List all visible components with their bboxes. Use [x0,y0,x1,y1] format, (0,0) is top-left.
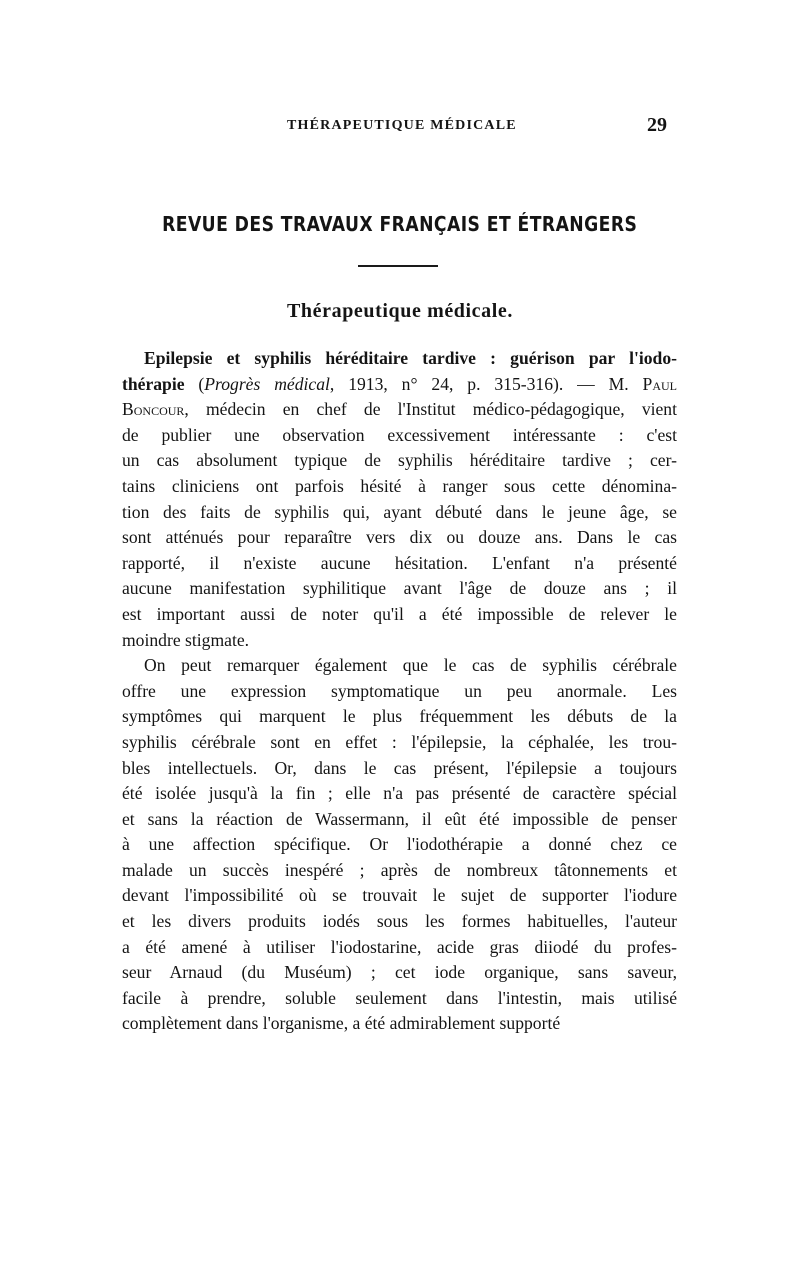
article-title: Epilepsie et syphilis héréditaire tardive : guérison par l'iodo- [144,348,677,368]
section-title: REVUE DES TRAVAUX FRANÇAIS ET ÉTRANGERS [162,212,638,236]
text-line: seur Arnaud (du Muséum) ; cet iode organique, sans saveur, [122,962,677,983]
text-line [122,372,677,398]
paragraph-1 [122,346,677,653]
text-line: et sans la réaction de Wassermann, il eût été impossible de penser [122,808,677,829]
text-line: aucune manifestation syphilitique avant l'âge de douze ans ; il [122,578,677,599]
text-line: bles intellectuels. Or, dans le cas présent, l'épilepsie a toujours [122,757,677,778]
text-line: moindre stigmate. [122,629,250,650]
author-first-name: Paul [642,373,677,394]
page-number: 29 [647,114,667,136]
text-line: tion des faits de syphilis qui, ayant débuté dans le jeune âge, se [122,501,677,522]
text-line [122,346,677,372]
text-line: facile à prendre, soluble seulement dans l'intestin, mais utilisé [122,987,677,1008]
running-title: THÉRAPEUTIQUE MÉDICALE [287,118,517,133]
text-line: sont atténués pour reparaître vers dix ou douze ans. Dans le cas [122,527,677,548]
text-line: a été amené à utiliser l'iodostarine, acide gras diiodé du profes- [122,936,677,957]
text-line: malade un succès inespéré ; après de nombreux tâtonnements et [122,859,677,880]
author-last-name: Boncour [122,399,185,420]
text-line [122,397,677,423]
source-open: ( [184,373,205,394]
article-title-cont: thérapie [122,373,185,394]
text-line: syphilis cérébrale sont en effet : l'épilepsie, la céphalée, les trou- [122,731,677,752]
text-line: de publier une observation excessivement intéressante : c'est [122,424,677,445]
text-line: On peut remarquer également que le cas de syphilis cérébrale [144,655,677,676]
text-line: tains cliniciens ont parfois hésité à ranger sous cette dénomina- [122,475,677,496]
subsection-title: Thérapeutique médicale. [286,300,513,322]
paragraph-2 [122,653,677,1037]
text-line: été isolée jusqu'à la fin ; elle n'a pas présenté de caractère spécial [122,783,677,804]
running-head [0,114,800,142]
text-line: et les divers produits iodés sous les formes habituelles, l'auteur [122,911,677,932]
source-reference: , 1913, n° 24, p. 315-316). — M. [329,373,643,394]
author-affiliation: , médecin en chef de l'Institut médico-pédagogique, vient [184,399,677,420]
text-line: offre une expression symptomatique un peu anormale. Les [122,680,677,701]
text-line: est important aussi de noter qu'il a été impossible de relever le [122,603,677,624]
source-journal: Progrès médical [204,373,330,394]
text-line: devant l'impossibilité où se trouvait le sujet de supporter l'iodure [122,885,677,906]
text-line: à une affection spécifique. Or l'iodothérapie a donné chez ce [122,834,677,855]
text-line: un cas absolument typique de syphilis héréditaire tardive ; cer- [122,450,677,471]
text-line: symptômes qui marquent le plus fréquemment les débuts de la [122,706,677,727]
article-body [122,346,677,1037]
text-line: rapporté, il n'existe aucune hésitation. L'enfant n'a présenté [122,552,677,573]
section-divider [358,265,438,267]
text-line: complètement dans l'organisme, a été admirablement supporté [122,1013,561,1034]
